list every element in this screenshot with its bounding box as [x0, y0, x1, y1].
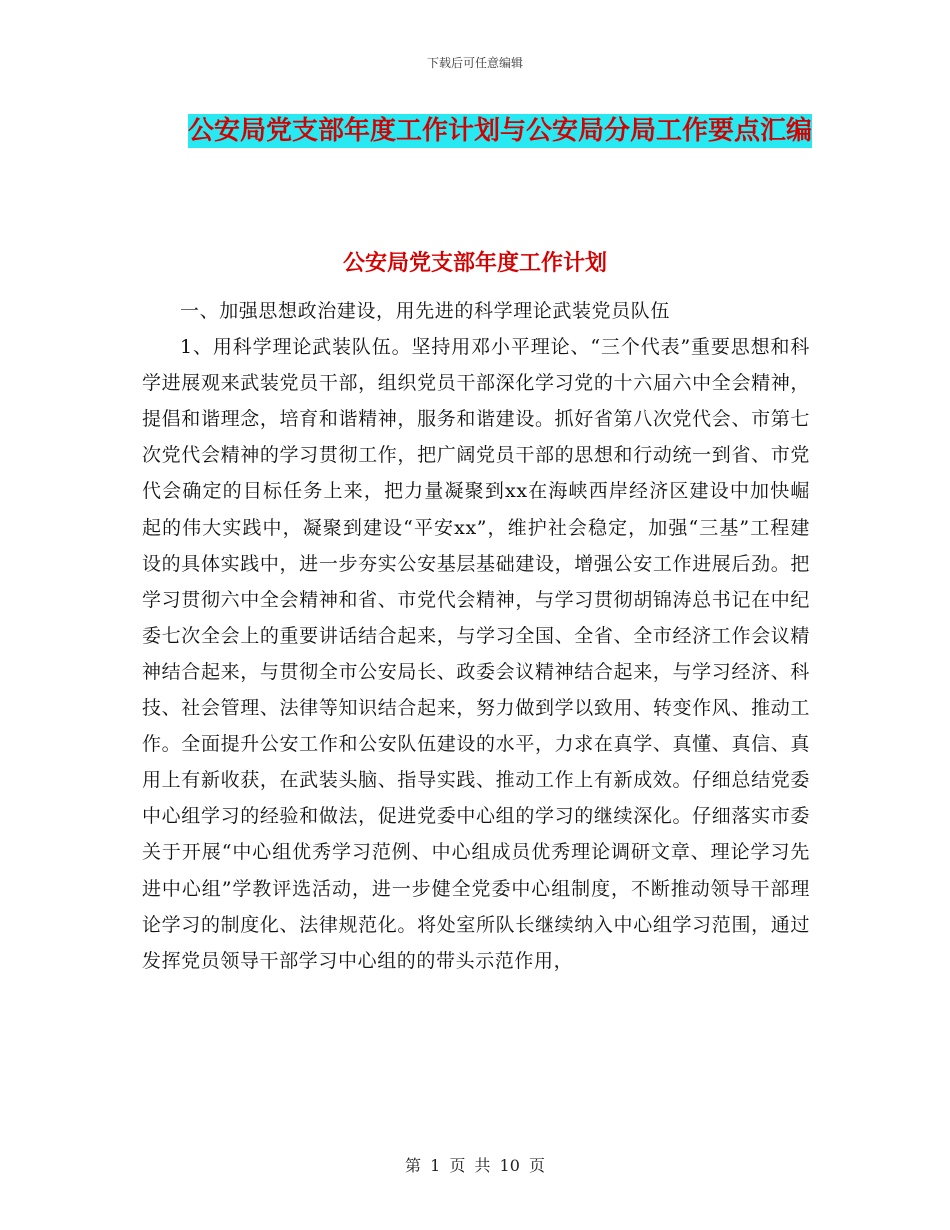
page-footer: 第 1 页 共 10 页	[405, 1156, 545, 1175]
document-title	[170, 108, 830, 154]
page-header-note: 下载后可任意编辑	[426, 56, 523, 70]
document-title-text: 公安局党支部年度工作计划与公安局分局工作要点汇编	[187, 116, 812, 146]
document-body	[142, 293, 810, 979]
paragraph-heading: 一、加强思想政治建设，用先进的科学理论武装党员队伍	[180, 300, 671, 322]
paragraph-body: 1、用科学理论武装队伍。坚持用邓小平理论、“三个代表”重要思想和科学进展观来武装党员干部，组织党员干部深化学习党的十六届六中全会精神，提倡和谐理念，培育和谐精神，服务和谐建设。抓好省第八次党代会、市第七次党代会精神的学习贯彻工作，把广阔党员干部的思想和行动统一到省、市党代会确定的目标任务上来，把力量凝聚到xx在海峡西岸经济区建设中加快崛起的伟大实践中，凝聚到建设“平安xx”，维护社会稳定，加强“三基”工程建设的具体实践中，进一步夯实公安基层基础建设，增强公安工作进展后劲。把学习贯彻六中全会精神和省、市党代会精神，与学习贯彻胡锦涛总书记在中纪委七次全会上的重要讲话结合起来，与学习全国、全省、全市经济工作会议精神结合起来，与贯彻全市公安局长、政委会议精神结合起来，与学习经济、科技、社会管理、法律等知识结合起来，努力做到学以致用、转变作风、推动工作。全面提升公安工作和公安队伍建设的水平，力求在真学、真懂、真信、真用上有新收获，在武装头脑、指导实践、推动工作上有新成效。仔细总结党委中心组学习的经验和做法，促进党委中心组的学习的继续深化。仔细落实市委关于开展“中心组优秀学习范例、中心组成员优秀理论调研文章、理论学习先进中心组”学教评选活动，进一步健全党委中心组制度，不断推动领导干部理论学习的制度化、法律规范化。将处室所队长继续纳入中心组学习范围，通过发挥党员领导干部学习中心组的的带头示范作用，	[142, 336, 810, 972]
section-title: 公安局党支部年度工作计划	[342, 251, 607, 276]
